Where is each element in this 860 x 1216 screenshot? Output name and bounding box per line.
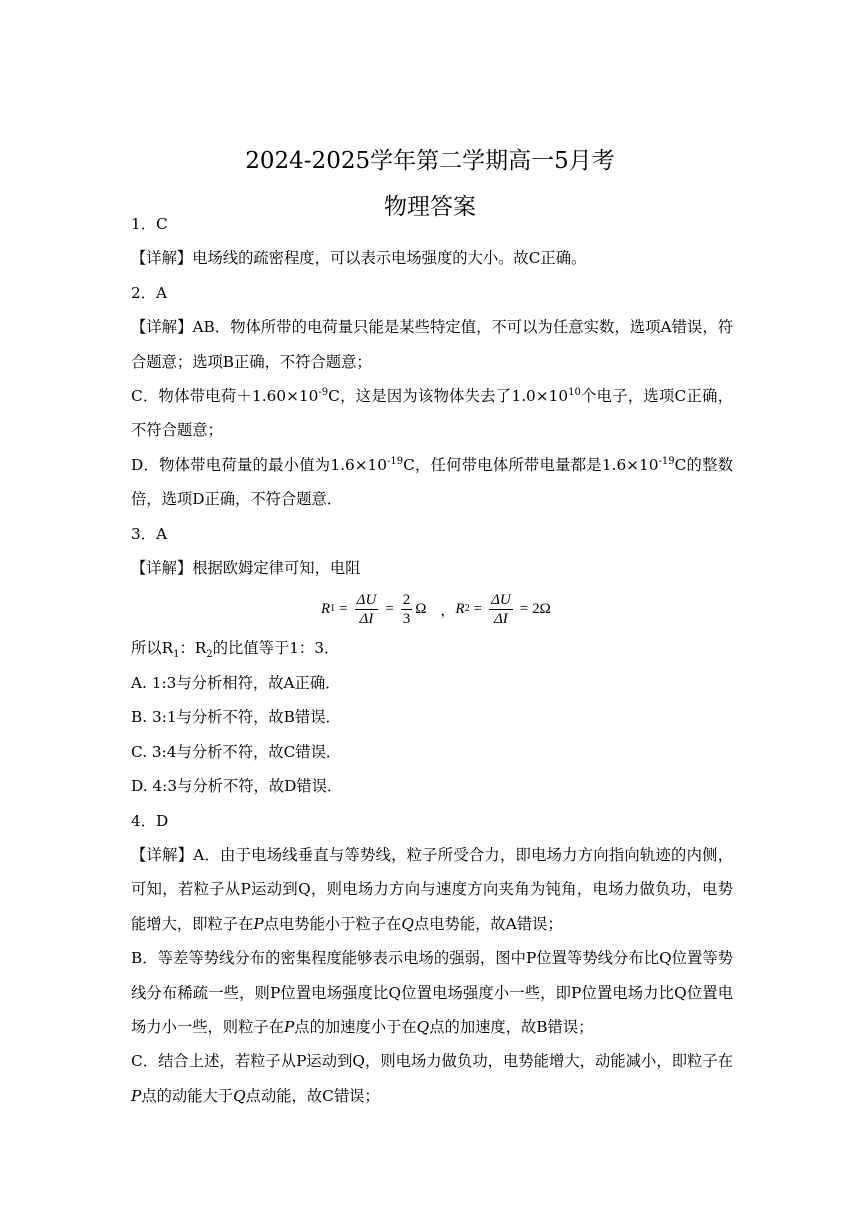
q2-d-exponent-2: -19 <box>658 455 675 467</box>
delta-u-1: ΔU <box>356 591 377 608</box>
q4-c-text-post: 点动能，故C错误； <box>245 1086 380 1105</box>
q2-d-exponent-1: -19 <box>386 455 404 467</box>
q4-answer: 4．D <box>131 811 169 830</box>
equals-sign-2: = <box>385 600 394 617</box>
q3-option-a: A. 1:3与分析相符，故A正确． <box>131 673 341 692</box>
q2-c-exponent-1: -9 <box>318 386 329 398</box>
document-title: 2024-2025学年第二学期高一5月考 <box>245 148 615 174</box>
q4-a-text-post: 点电势能，故A错误； <box>413 914 563 933</box>
q2-answer: 2．A <box>131 283 168 302</box>
r1-symbol: R <box>321 600 331 617</box>
document-subtitle: 物理答案 <box>384 194 476 220</box>
q3-ratio <box>131 631 733 665</box>
q4-detail-b <box>131 941 733 1044</box>
q1-detail: 【详解】电场线的疏密程度，可以表示电场强度的大小。故C正确。 <box>131 249 587 268</box>
ratio-text-post: 的比值等于1：3． <box>212 639 340 658</box>
q4-detail-c <box>131 1044 733 1113</box>
q4-b-p: P <box>283 1017 295 1036</box>
equals-sign-1: = <box>339 600 348 617</box>
equals-sign-3: = <box>473 600 483 617</box>
q4-c-text-pre: C．结合上述，若粒子从P运动到Q，则电场力做负功，电势能增大，动能减小，即粒子在 <box>131 1052 733 1071</box>
ratio-text-pre: 所以R <box>131 639 174 658</box>
q2-c-exponent-2: 10 <box>568 386 581 398</box>
answer-content <box>131 207 733 1113</box>
r2-symbol: R <box>455 600 465 617</box>
q4-a-q: Q <box>401 914 414 933</box>
q2-d-text-post: C的整数倍，选项D正确，不符合题意． <box>131 455 733 509</box>
q2-d-text-mid: C，任何带电体所带电量都是1.6×10 <box>403 455 659 474</box>
q2-c-text-pre: C．物体带电荷＋1.60×10 <box>131 387 319 406</box>
q3-equation <box>131 585 733 631</box>
q2-detail-ab: 【详解】AB．物体所带的电荷量只能是某些特定值，不可以为任意实数，选项A错误，符合题意；选项B正确，不符合题意； <box>131 318 733 371</box>
q2-c-text-mid: C，这是因为该物体失去了1.0×10 <box>328 387 569 406</box>
delta-i-2: ΔI <box>493 610 508 627</box>
numerator-2: 2 <box>402 591 411 608</box>
ohm-unit-1: Ω <box>415 600 427 617</box>
q3-option-b: B. 3:1与分析不符，故B错误． <box>131 708 341 727</box>
ratio-subscript-2: 2 <box>206 649 213 661</box>
q2-c-text-post: 个电子，选项C正确，不符合题意； <box>131 387 733 440</box>
equation-comma: ， <box>440 602 456 619</box>
q4-c-text-mid: 点的动能大于 <box>141 1086 234 1105</box>
q1-answer: 1．C <box>131 215 168 233</box>
ratio-text-mid: ：R <box>179 639 207 658</box>
q4-detail-a <box>131 838 733 941</box>
q3-option-c: C. 3:4与分析不符，故C错误． <box>131 742 342 761</box>
q4-c-q: Q <box>233 1086 246 1105</box>
q3-option-d: D. 4:3与分析不符，故D错误． <box>131 777 343 796</box>
denominator-3: 3 <box>402 610 411 627</box>
q3-detail: 【详解】根据欧姆定律可知，电阻 <box>131 559 361 578</box>
ratio-subscript-1: 1 <box>173 649 180 661</box>
q2-detail-d <box>131 448 733 517</box>
q4-a-text-mid: 点电势能小于粒子在 <box>263 914 402 933</box>
q4-b-text-post: 点的加速度，故B错误； <box>429 1017 594 1036</box>
q2-d-text-pre: D．物体带电荷量的最小值为1.6×10 <box>131 455 387 474</box>
q3-answer: 3．A <box>131 524 168 543</box>
q4-a-p: P <box>253 914 264 933</box>
q4-b-text-pre: B．等差等势线分布的密集程度能够表示电场的强弱，图中P位置等势线分布比Q位置等势线分布稀疏一些，则P位置电场强度比Q位置电场强度小一些，即P位置电场力比Q位置电场力小一些，则粒子在 <box>131 949 733 1036</box>
q4-a-text-pre: 【详解】A．由于电场线垂直与等势线，粒子所受合力，即电场力方向指向轨迹的内侧，可知，若粒子从P运动到Q，则电场力方向与速度方向夹角为钝角，电场力做负功，电势能增大，即粒子在 <box>131 845 733 933</box>
delta-u-2: ΔU <box>491 591 511 608</box>
ohm-equation-line: R 1 = $\frac{\Delta U}{\Delta I}$ = $\frac{2}{3}$ Ω ， R 2 = $\frac{\Delta U}{\Delta I}$ = 2Ω <box>321 591 551 627</box>
fraction-du-di-2 <box>489 591 513 628</box>
equals-sign-4: = <box>519 600 529 617</box>
fraction-du-di-1 <box>355 591 379 628</box>
fraction-two-thirds <box>401 591 413 628</box>
r2-value: 2Ω <box>532 600 551 617</box>
q4-b-q: Q <box>416 1017 430 1036</box>
q4-c-p: P <box>131 1086 142 1105</box>
q2-detail-c <box>131 379 733 448</box>
q4-b-text-mid: 点的加速度小于在 <box>294 1017 417 1036</box>
delta-i-1: ΔI <box>359 610 374 627</box>
